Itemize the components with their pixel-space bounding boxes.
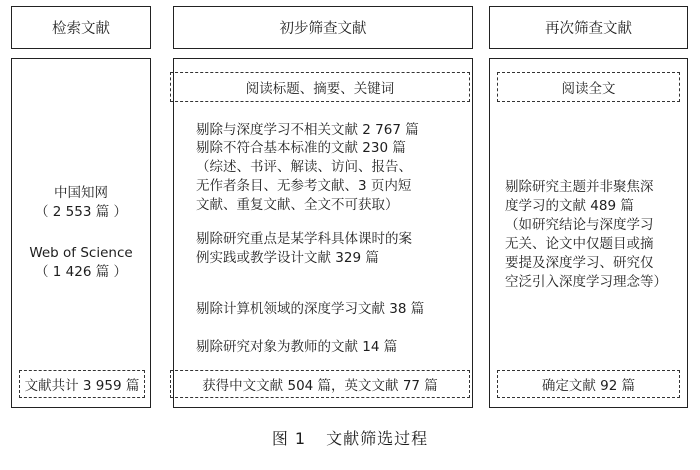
figure-title: 文献筛选过程	[326, 429, 429, 448]
initial-result: 获得中文文献 504 篇，英文文献 77 篇	[202, 378, 438, 394]
initial-read-action: 阅读标题、摘要、关键词	[245, 81, 395, 97]
second-read-action: 阅读全文	[561, 81, 616, 97]
header-initial-screening-label: 初步筛查文献	[279, 21, 367, 37]
second-exclusion: 剔除研究主题并非聚焦深 度学习的文献 489 篇 （如研究结论与深度学习 无关、论文中仅题目或摘 要提及深度学习、研究仅 空泛引入深度学习理念等）	[505, 179, 667, 290]
exclusion-case-practice: 剔除研究重点是某学科具体课时的案 例实践或教学设计文献 329 篇	[196, 231, 412, 266]
cnki-name: 中国知网	[54, 185, 108, 201]
figure-label: 图 1	[271, 429, 307, 448]
cnki-source	[11, 184, 151, 222]
initial-result-box	[170, 370, 470, 398]
exclusion-computer-field: 剔除计算机领域的深度学习文献 38 篇	[196, 301, 425, 317]
header-second-screening	[489, 6, 688, 49]
retrieval-total: 文献共计 3 959 篇	[24, 378, 140, 394]
retrieval-total-box	[19, 370, 145, 398]
exclusion-teacher-subject: 剔除研究对象为教师的文献 14 篇	[196, 339, 398, 355]
wos-source	[11, 244, 151, 282]
header-retrieval	[11, 6, 151, 49]
header-initial-screening	[173, 6, 473, 49]
exclusion-criteria: 剔除不符合基本标准的文献 230 篇 （综述、书评、解读、访问、报告、 无作者条目、无参考文献、3 页内短 文献、重复文献、全文不可获取）	[196, 140, 412, 213]
header-second-screening-label: 再次筛查文献	[545, 21, 632, 37]
header-retrieval-label: 检索文献	[52, 21, 110, 37]
initial-read-box	[170, 72, 470, 102]
second-result: 确定文献 92 篇	[541, 378, 636, 394]
wos-count: （ 1 426 篇 ）	[34, 264, 128, 280]
retrieval-panel	[11, 58, 151, 408]
figure-caption	[0, 426, 700, 449]
cnki-count: （ 2 553 篇 ）	[34, 204, 128, 220]
exclusion-unrelated: 剔除与深度学习不相关文献 2 767 篇	[196, 122, 419, 138]
second-result-box	[497, 370, 680, 398]
wos-name: Web of Science	[29, 245, 133, 261]
second-read-box	[497, 72, 680, 102]
